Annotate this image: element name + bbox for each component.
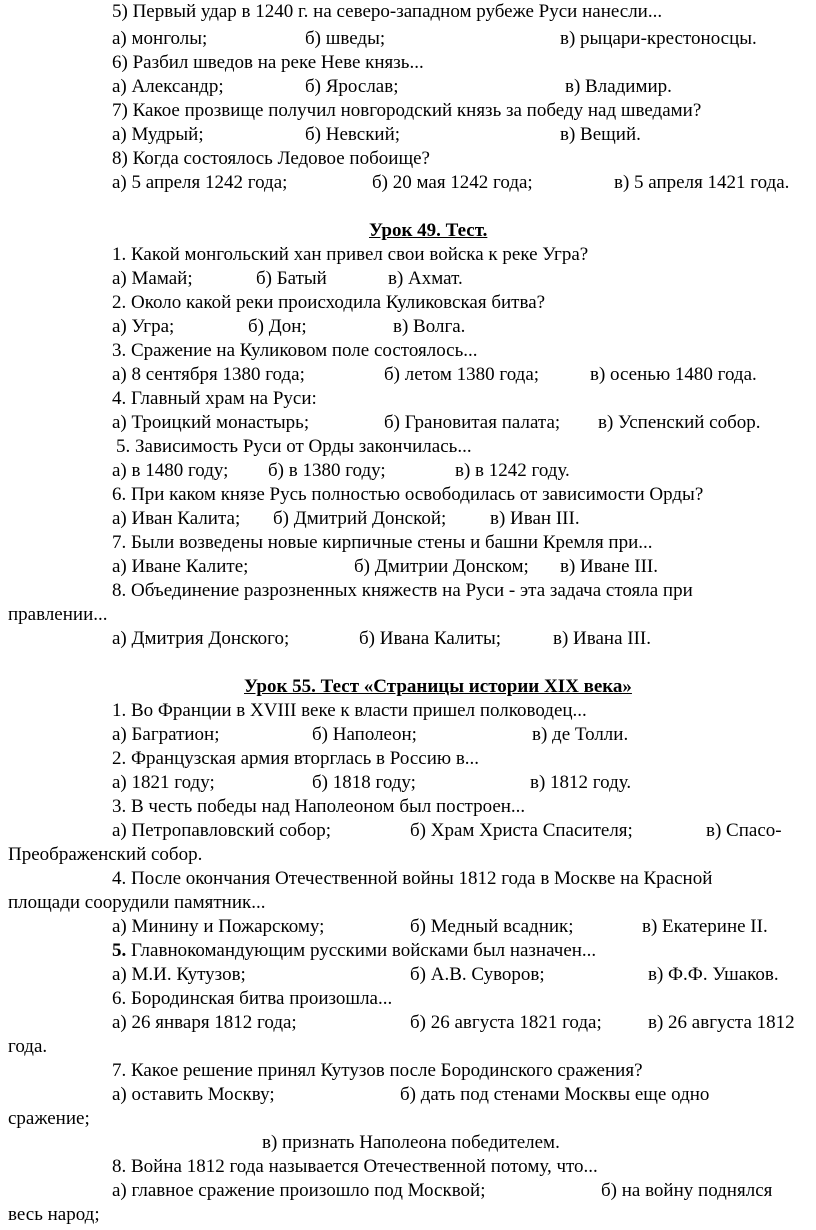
answer-b: б) Ярослав; [305, 76, 399, 97]
answer-a: а) 26 января 1812 года; [112, 1012, 297, 1033]
question-7: 7. Какое решение принял Кутузов после Бородинского сражения? [112, 1060, 643, 1081]
question-1: 1. Какой монгольский хан привел свои войска к реке Угра? [112, 244, 589, 265]
answer-b: б) 1818 году; [312, 772, 416, 793]
answer-c: в) Владимир. [565, 76, 672, 97]
answer-a: а) в 1480 году; [112, 460, 229, 481]
answer-c: в) признать Наполеона победителем. [262, 1132, 560, 1153]
answer-a: а) Дмитрия Донского; [112, 628, 290, 649]
answer-a: а) Иване Калите; [112, 556, 249, 577]
answer-a: а) 1821 году; [112, 772, 215, 793]
answer-a: а) оставить Москву; [112, 1084, 275, 1105]
answer-c: в) Екатерине II. [642, 916, 768, 937]
question-5: 5. Зависимость Руси от Орды закончилась... [116, 436, 472, 457]
question-3: 3. Сражение на Куликовом поле состоялось... [112, 340, 478, 361]
answer-c: в) Ахмат. [388, 268, 463, 289]
lesson-55-title: Урок 55. Тест «Страницы истории XIX века» [244, 676, 632, 697]
question-text: Главнокомандующим русскими войсками был назначен... [126, 940, 597, 961]
answer-c: в) Иване III. [560, 556, 659, 577]
answer-b: б) Дмитрий Донской; [273, 508, 447, 529]
question-4: 4. Главный храм на Руси: [112, 388, 317, 409]
answer-b: б) Дмитрии Донском; [354, 556, 529, 577]
answer-a: а) Петропавловский собор; [112, 820, 331, 841]
answer-b: б) на войну поднялся [601, 1180, 773, 1201]
question-6: 6) Разбил шведов на реке Неве князь... [112, 52, 424, 73]
answer-c: в) Ф.Ф. Ушаков. [648, 964, 779, 985]
answer-b: б) Невский; [305, 124, 401, 145]
answer-a: а) Минину и Пожарскому; [112, 916, 325, 937]
answer-a: а) М.И. Кутузов; [112, 964, 246, 985]
answer-c-continued: года. [8, 1036, 48, 1057]
answer-a: а) Мамай; [112, 268, 193, 289]
question-number: 5. [112, 940, 127, 961]
question-3: 3. В честь победы над Наполеоном был построен... [112, 796, 526, 817]
question-8: 8. Война 1812 года называется Отечественной потому, что... [112, 1156, 598, 1177]
answer-c: в) Иван III. [490, 508, 580, 529]
answer-b: б) Грановитая палата; [384, 412, 561, 433]
answer-c: в) 26 августа 1812 [648, 1012, 795, 1033]
answer-b: б) А.В. Суворов; [410, 964, 545, 985]
answer-a: а) Угра; [112, 316, 175, 337]
answer-b-continued: весь народ; [8, 1204, 100, 1225]
answer-c: в) де Толли. [532, 724, 629, 745]
answer-a: а) Мудрый; [112, 124, 204, 145]
answer-a: а) 8 сентября 1380 года; [112, 364, 305, 385]
answer-c: в) Вещий. [560, 124, 641, 145]
answer-c: в) 1812 году. [530, 772, 632, 793]
answer-c: в) осенью 1480 года. [590, 364, 757, 385]
answer-a: а) 5 апреля 1242 года; [112, 172, 288, 193]
question-2: 2. Около какой реки происходила Куликовская битва? [112, 292, 546, 313]
lesson-49-title: Урок 49. Тест. [369, 220, 488, 241]
answer-a: а) Багратион; [112, 724, 220, 745]
answer-b: б) Медный всадник; [410, 916, 574, 937]
answer-c: в) рыцари-крестоносцы. [560, 28, 757, 49]
question-8-continued: правлении... [8, 604, 108, 625]
question-6: 6. При каком князе Русь полностью освободилась от зависимости Орды? [112, 484, 704, 505]
question-7: 7. Были возведены новые кирпичные стены и башни Кремля при... [112, 532, 653, 553]
answer-c: в) 5 апреля 1421 года. [614, 172, 790, 193]
answer-b: б) Наполеон; [312, 724, 417, 745]
answer-c: в) в 1242 году. [455, 460, 570, 481]
question-8: 8. Объединение разрозненных княжеств на Руси - эта задача стояла при [112, 580, 693, 601]
answer-b: б) Батый [256, 268, 327, 289]
question-8: 8) Когда состоялось Ледовое побоище? [112, 148, 430, 169]
question-2: 2. Французская армия вторглась в Россию в... [112, 748, 480, 769]
answer-c: в) Спасо- [706, 820, 782, 841]
answer-c: в) Успенский собор. [598, 412, 761, 433]
answer-b: б) Дон; [248, 316, 307, 337]
answer-b: б) Ивана Калиты; [359, 628, 501, 649]
question-7: 7) Какое прозвище получил новгородский князь за победу над шведами? [112, 100, 702, 121]
question-4-continued: площади соорудили памятник... [8, 892, 266, 913]
answer-a: а) монголы; [112, 28, 208, 49]
answer-b: б) 20 мая 1242 года; [372, 172, 533, 193]
question-6: 6. Бородинская битва произошла... [112, 988, 393, 1009]
answer-c: в) Волга. [393, 316, 466, 337]
answer-b: б) летом 1380 года; [384, 364, 540, 385]
answer-b-continued: сражение; [8, 1108, 90, 1129]
answer-c-continued: Преображенский собор. [8, 844, 203, 865]
question-1: 1. Во Франции в XVIII веке к власти пришел полководец... [112, 700, 587, 721]
answer-b: б) в 1380 году; [268, 460, 386, 481]
question-5 [112, 940, 596, 962]
answer-b: б) Храм Христа Спасителя; [410, 820, 633, 841]
answer-b: б) дать под стенами Москвы еще одно [400, 1084, 710, 1105]
question-5: 5) Первый удар в 1240 г. на северо-западном рубеже Руси нанесли... [112, 1, 663, 22]
answer-c: в) Ивана III. [553, 628, 652, 649]
answer-b: б) шведы; [305, 28, 386, 49]
answer-a: а) Иван Калита; [112, 508, 241, 529]
answer-a: а) Троицкий монастырь; [112, 412, 310, 433]
answer-a: а) Александр; [112, 76, 224, 97]
answer-a: а) главное сражение произошло под Москвой; [112, 1180, 486, 1201]
answer-b: б) 26 августа 1821 года; [410, 1012, 602, 1033]
question-4: 4. После окончания Отечественной войны 1812 года в Москве на Красной [112, 868, 713, 889]
